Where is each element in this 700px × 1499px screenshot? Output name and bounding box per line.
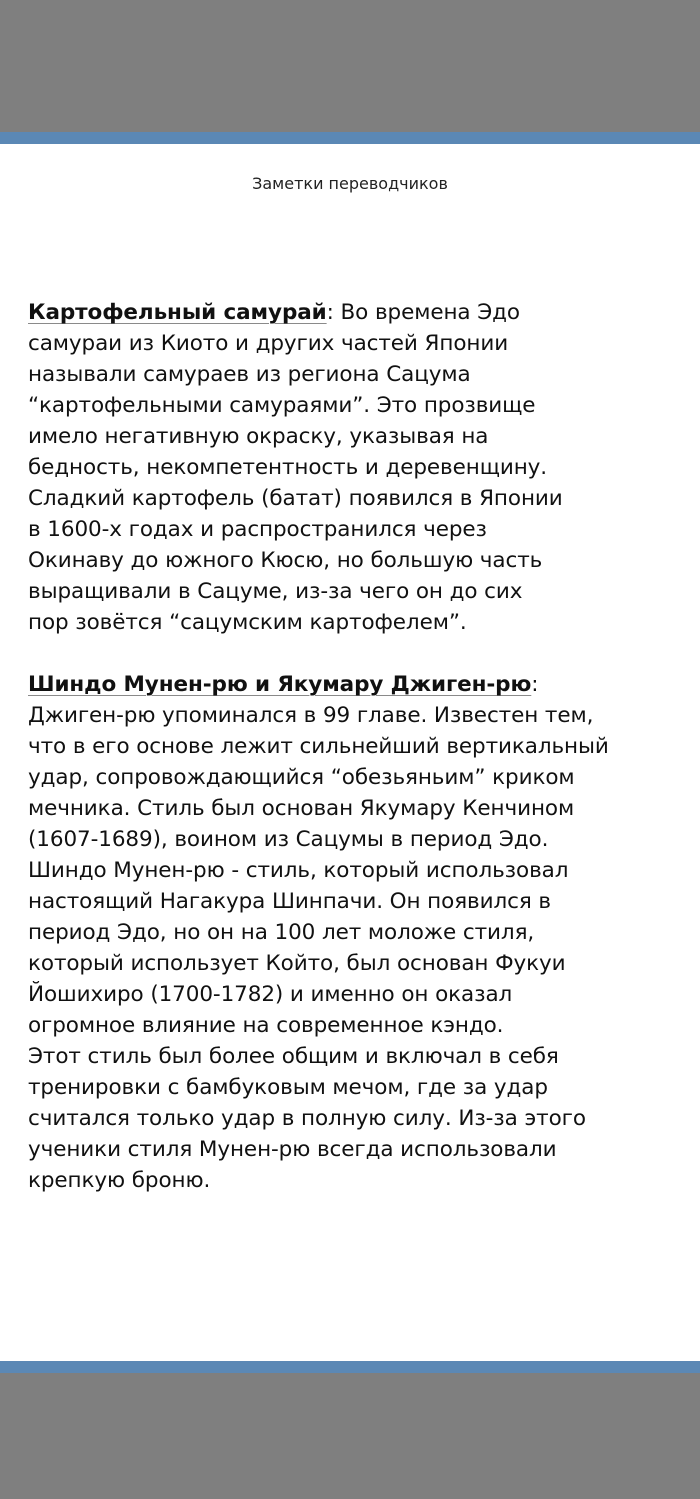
note-satsuma-samurai [28,297,693,638]
top-gray-band [0,0,700,132]
notes-list [28,297,693,1227]
note-sword-styles [28,669,693,1196]
bottom-gray-band [0,1373,700,1499]
top-blue-stripe [0,132,700,144]
page-title: Заметки переводчиков [252,174,448,193]
note-term: Картофельный самурай [28,300,327,325]
notes-page [0,144,700,1361]
note-body: Джиген-рю упоминался в 99 главе. Известен тем, что в его основе лежит сильнейший вертикальный удар, сопровождающийся “обезьяньим” криком мечника. Стиль был основан Якумару Кенчином (1607-1689), воином из Сацумы в период Эдо. Шиндо Мунен-рю - стиль, который использовал настоящий Нагакура Шинпачи. Он появился в период Эдо, но он на 100 лет моложе стиля, который использует Който, был основан Фукуи Йошихиро (1700-1782) и именно он оказал огромное влияние на современное кэндо. Этот стиль был более общим и включал в себя тренировки с бамбуковым мечом, где за удар считался только удар в полную силу. Из-за этого ученики стиля Мунен-рю всегда использовали крепкую броню. [28,703,609,1193]
note-separator: : [326,300,341,325]
note-separator: : [531,672,539,697]
note-body: Во времена Эдо самураи из Киото и других частей Японии называли самураев из региона Сацума “картофельными самураями”. Это прозвище имело негативную окраску, указывая на бедность, некомпетентность и деревенщину. Сладкий картофель (батат) появился в Японии в 1600-х годах и распространился через Окинаву до южного Кюсю, но большую часть выращивали в Сацуме, из-за чего он до сих пор зовётся “сацумским картофелем”. [28,300,563,635]
bottom-blue-stripe [0,1361,700,1373]
note-term: Шиндо Мунен-рю и Якумару Джиген-рю [28,672,532,697]
